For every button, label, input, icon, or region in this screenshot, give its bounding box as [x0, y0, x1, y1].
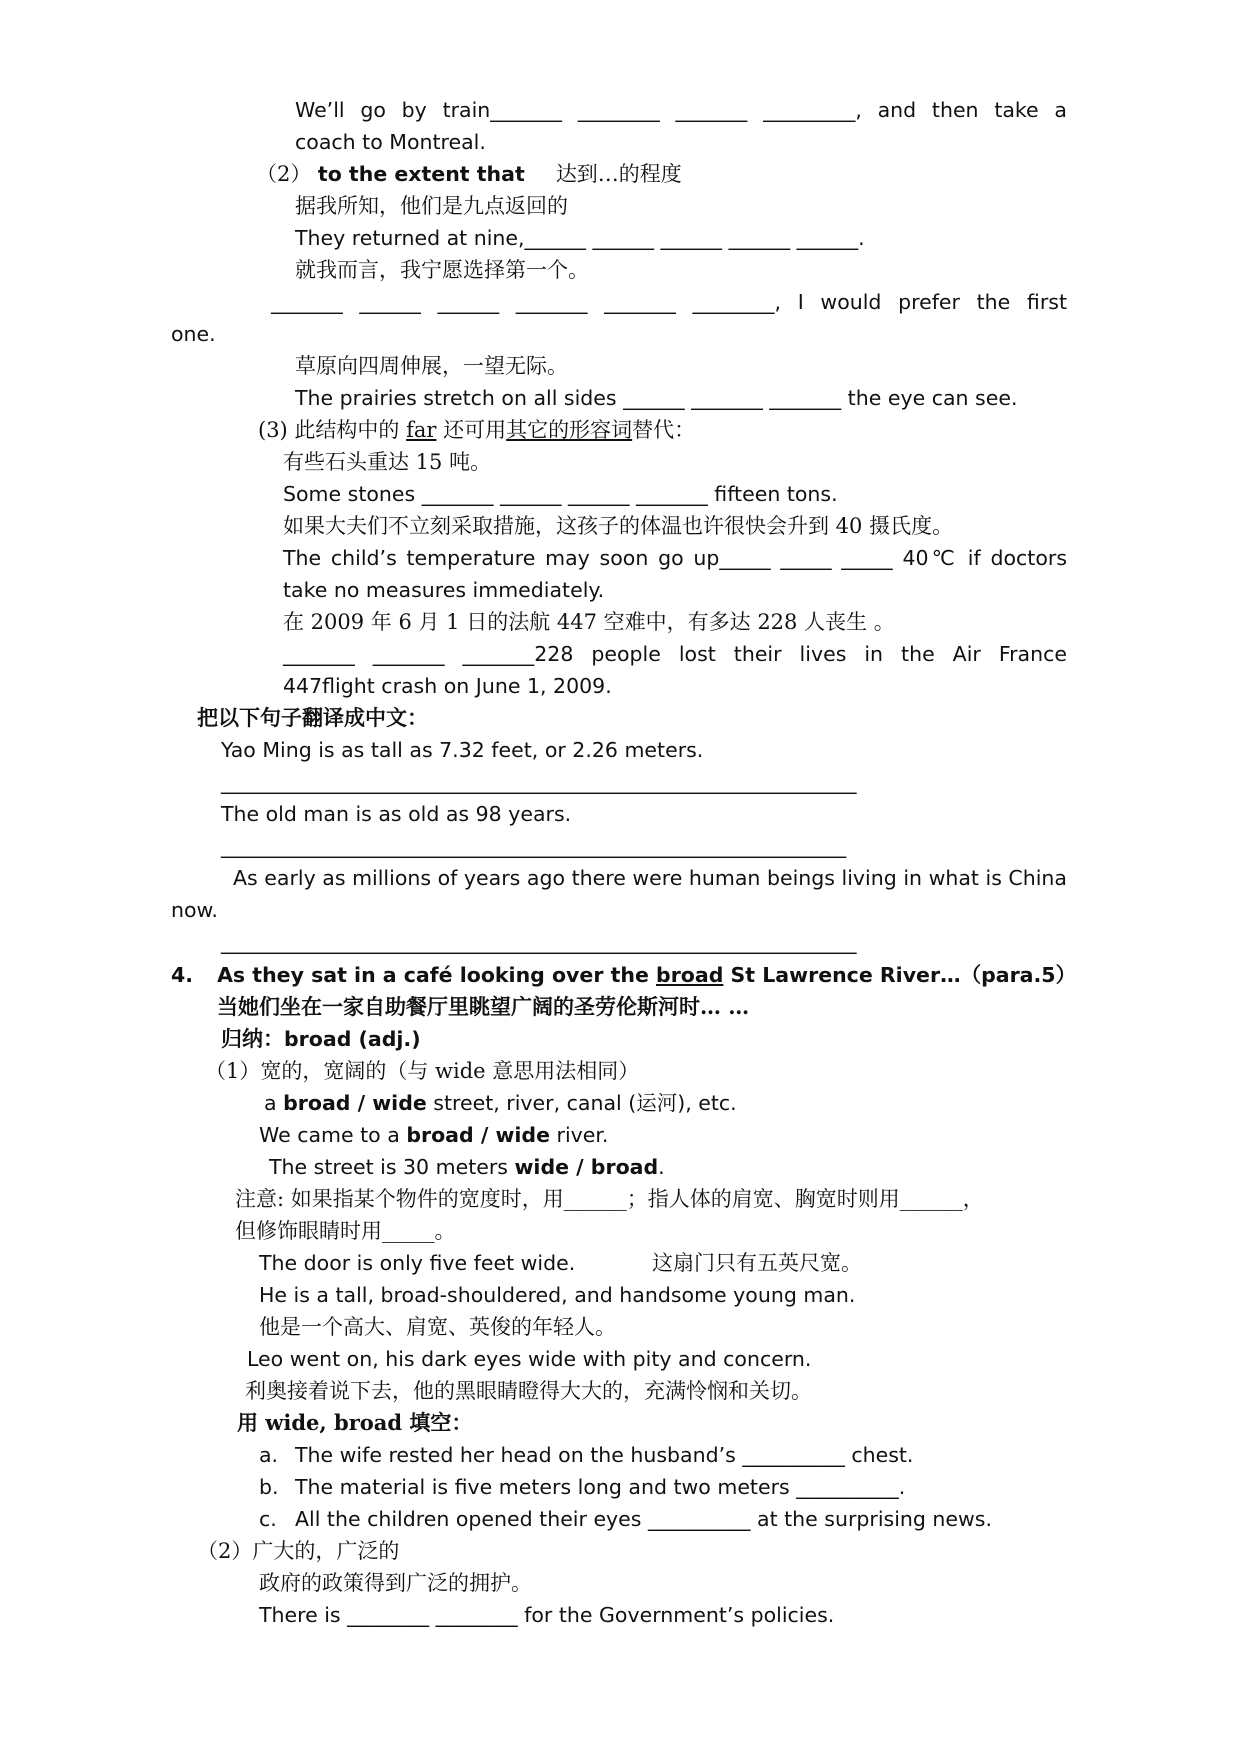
subsection-text: 替代：: [632, 418, 696, 442]
text-line: 如果大夫们不立刻采取措施，这孩子的体温也许很快会升到 40 摄氏度。: [283, 514, 954, 538]
text-line: [264, 1088, 737, 1118]
exercise-item: The material is five meters long and two meters __________.: [295, 1475, 906, 1499]
summary-label: 归纳：: [221, 1026, 284, 1051]
exercise-item-letter: a.: [259, 1443, 279, 1467]
underlined-word: 其它的形容词: [506, 418, 633, 442]
text-part: The street is 30 meters: [269, 1155, 515, 1179]
text-line: （1）宽的，宽阔的（与 wide 意思用法相同）: [205, 1059, 640, 1083]
text-line: 他是一个高大、肩宽、英俊的年轻人。: [259, 1315, 616, 1339]
text-line: 这扇门只有五英尺宽。: [652, 1251, 862, 1275]
text-line: The prairies stretch on all sides ______ _______ _______ the eye can see.: [295, 386, 1018, 410]
text-part: a: [264, 1091, 284, 1115]
exercise-item: All the children opened their eyes __________ at the surprising news.: [295, 1507, 992, 1531]
bold-word: wide / broad: [514, 1155, 659, 1179]
answer-blank-line: ______________________________________________________________: [221, 930, 857, 954]
text-line: The old man is as old as 98 years.: [221, 802, 572, 826]
answer-blank-line: _____________________________________________________________: [221, 834, 847, 858]
exercise-instruction: 用 wide, broad 填空：: [237, 1410, 473, 1435]
section-heading: [171, 960, 1076, 990]
exercise-item-letter: c.: [259, 1507, 277, 1531]
text-line: （2）广大的，广泛的: [197, 1539, 400, 1563]
exercise-item: The wife rested her head on the husband’s __________ chest.: [295, 1443, 914, 1467]
subsection-number: （2）: [256, 162, 312, 186]
text-line: [259, 1120, 608, 1150]
text-line: Yao Ming is as tall as 7.32 feet, or 2.26 meters.: [221, 738, 704, 762]
text-line: 据我所知，他们是九点返回的: [295, 194, 568, 218]
text-part: We came to a: [259, 1123, 407, 1147]
text-part: street, river, canal (运河), etc.: [426, 1091, 737, 1115]
text-line: take no measures immediately.: [283, 578, 605, 602]
text-line: _______ _______ _______228 people lost their lives in the Air France: [283, 642, 1067, 666]
bold-word: broad / wide: [283, 1091, 427, 1115]
subsection-text: (3) 此结构中的: [258, 418, 407, 442]
phrase-heading: to the extent that: [317, 162, 525, 186]
exercise-item-letter: b.: [259, 1475, 279, 1499]
subsection-heading: [258, 415, 695, 445]
text-line: They returned at nine,______ ______ ______ ______ ______.: [295, 226, 865, 250]
text-part: river.: [550, 1123, 609, 1147]
text-line: 草原向四周伸展，一望无际。: [295, 354, 568, 378]
text-line: 就我而言，我宁愿选择第一个。: [295, 258, 589, 282]
heading-text: St Lawrence River…（para.5）: [723, 963, 1077, 987]
text-line: 当她们坐在一家自助餐厅里眺望广阔的圣劳伦斯河时… …: [217, 994, 750, 1019]
text-line: The door is only five feet wide.: [259, 1251, 576, 1275]
text-line: 在 2009 年 6 月 1 日的法航 447 空难中，有多达 228 人丧生 。: [283, 610, 895, 634]
text-line: now.: [171, 898, 218, 922]
subsection-text: 还可用: [436, 418, 507, 442]
text-line: [269, 1152, 665, 1182]
text-line: 有些石头重达 15 吨。: [283, 450, 492, 474]
text-line: As early as millions of years ago there were human beings living in what is China: [233, 866, 1067, 890]
text-line: 政府的政策得到广泛的拥护。: [259, 1571, 532, 1595]
text-line: coach to Montreal.: [295, 130, 486, 154]
text-line: The child’s temperature may soon go up_____ _____ _____ 40℃ if doctors: [283, 546, 1067, 570]
bold-word: broad / wide: [406, 1123, 550, 1147]
text-line: We’ll go by train_______ ________ _______ _________, and then take a: [295, 98, 1067, 122]
text-line: He is a tall, broad-shouldered, and handsome young man.: [259, 1283, 856, 1307]
text-line: Leo went on, his dark eyes wide with pity and concern.: [247, 1347, 812, 1371]
text-line: 但修饰眼睛时用_____。: [235, 1219, 456, 1243]
text-line: There is ________ ________ for the Government’s policies.: [259, 1603, 835, 1627]
underlined-word: broad: [656, 963, 724, 987]
text-line: 447flight crash on June 1, 2009.: [283, 674, 612, 698]
text-line: 注意: 如果指某个物件的宽度时，用______；指人体的肩宽、胸宽时则用______，: [235, 1187, 984, 1211]
answer-blank-line: ______________________________________________________________: [221, 770, 857, 794]
summary-line: [221, 1024, 421, 1054]
section-number: 4.: [171, 963, 194, 987]
text-line: _______ ______ ______ _______ _______ ________, I would prefer the first: [271, 290, 1067, 314]
section-instruction: 把以下句子翻译成中文：: [197, 705, 428, 730]
text-part: .: [658, 1155, 665, 1179]
subsection-heading: [256, 159, 682, 189]
underlined-word: far: [406, 418, 437, 442]
phrase-meaning: 达到…的程度: [555, 162, 682, 186]
summary-word: broad (adj.): [284, 1027, 421, 1051]
text-line: one.: [171, 322, 216, 346]
text-line: Some stones _______ ______ ______ _______ fifteen tons.: [283, 482, 838, 506]
text-line: 利奥接着说下去，他的黑眼睛瞪得大大的，充满怜悯和关切。: [245, 1379, 812, 1403]
heading-text: As they sat in a café looking over the: [217, 963, 657, 987]
